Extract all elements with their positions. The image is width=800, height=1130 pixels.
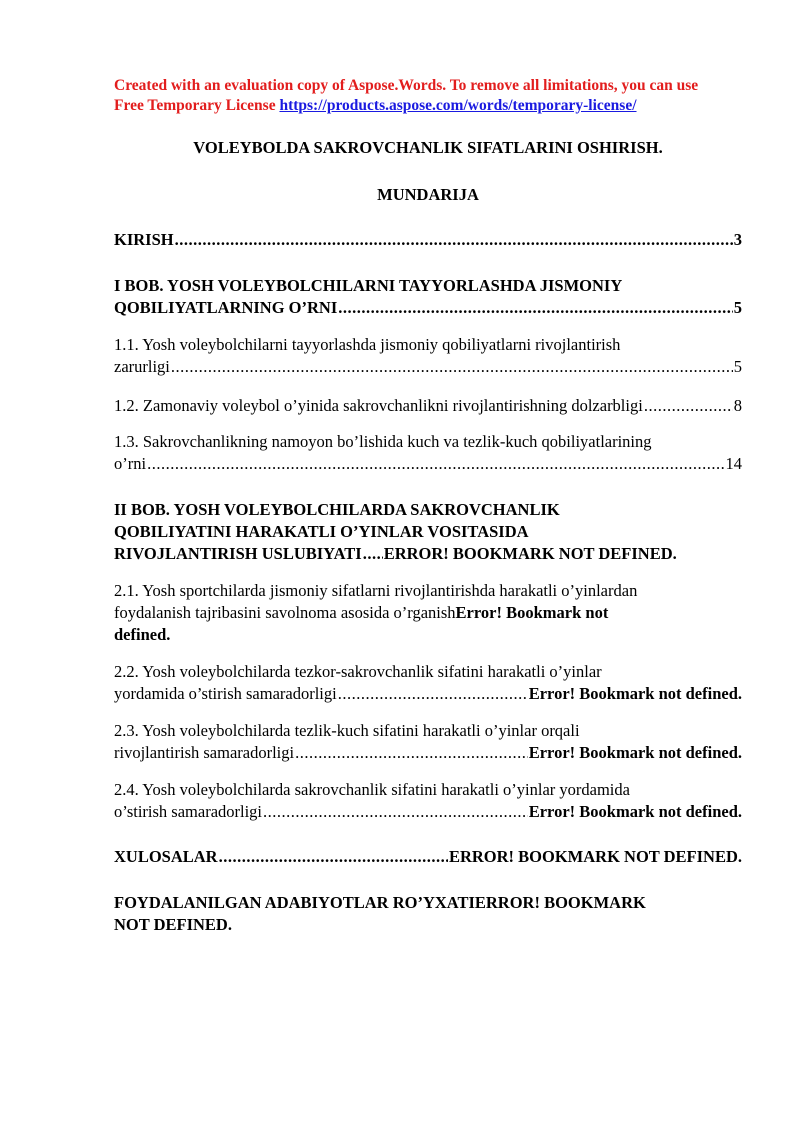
- toc-entry-text-line: 1.3. Sakrovchanlikning namoyon bo’lishida kuch va tezlik-kuch qobiliyatlarining: [114, 432, 652, 451]
- toc-entry-text: QOBILIYATLARNING O’RNI: [114, 298, 338, 317]
- watermark-line-2: [114, 96, 744, 116]
- dot-leader: [147, 453, 724, 475]
- toc-entry-text: 1.2. Zamonaviy voleybol o’yinida sakrovchanlikni rivojlantirishning dolzarbligi: [114, 396, 643, 415]
- toc-entry-text: zarurligi: [114, 357, 170, 376]
- dot-leader: [263, 801, 528, 823]
- toc-page-number: 3: [733, 230, 742, 249]
- toc-page-number: 14: [725, 454, 742, 473]
- toc-entry-text: yordamida o’stirish samaradorligi: [114, 684, 337, 703]
- bookmark-error-text-cont: defined.: [114, 625, 171, 644]
- toc-entry-text-line: 2.1. Yosh sportchilarda jismoniy sifatlarni rivojlantirishda harakatli o’yinlardan: [114, 581, 638, 600]
- toc-entry-text-line: 2.4. Yosh voleybolchilarda sakrovchanlik sifatini harakatli o’yinlar yordamida: [114, 780, 630, 799]
- dot-leader: [219, 846, 448, 868]
- toc-page-number: 8: [733, 396, 742, 415]
- toc-entry-text-line: FOYDALANILGAN ADABIYOTLAR RO’YXATIERROR! BOOKMARK: [114, 893, 646, 912]
- dot-leader: [171, 356, 733, 378]
- toc-entry-text-line: I BOB. YOSH VOLEYBOLCHILARNI TAYYORLASHDA JISMONIY: [114, 276, 623, 295]
- dot-leader: [295, 742, 528, 764]
- toc-entry-text-line: 1.1. Yosh voleybolchilarni tayyorlashda jismoniy qobiliyatlarni rivojlantirish: [114, 335, 621, 354]
- toc-entry-text-line: 2.3. Yosh voleybolchilarda tezlik-kuch sifatini harakatli o’yinlar orqali: [114, 721, 580, 740]
- toc-entry-2-3[interactable]: [114, 720, 742, 764]
- toc-entry-1-3[interactable]: [114, 431, 742, 475]
- toc-entry-text: o’rni: [114, 454, 147, 473]
- toc-entry-kirish[interactable]: [114, 229, 742, 251]
- watermark-license-text: Free Temporary License: [114, 97, 280, 114]
- bookmark-error-text: Error! Bookmark not defined.: [528, 743, 742, 762]
- toc-entry-xulosalar[interactable]: [114, 846, 742, 868]
- toc-entry-text-line: QOBILIYATINI HARAKATLI O’YINLAR VOSITASIDA: [114, 522, 529, 541]
- dot-leader: [644, 395, 733, 417]
- toc-entry-text: foydalanish tajribasini savolnoma asosida o’rganish: [114, 603, 456, 622]
- toc-entry-adabiyotlar[interactable]: [114, 892, 742, 936]
- dot-leader: [338, 683, 528, 705]
- dot-leader: [175, 229, 733, 251]
- toc-page-number: ERROR! BOOKMARK NOT DEFINED.: [448, 847, 742, 866]
- toc-entry-1-2[interactable]: [114, 395, 742, 417]
- dot-leader: [363, 543, 383, 565]
- toc-entry-text: KIRISH: [114, 230, 174, 249]
- toc-entry-text-line: II BOB. YOSH VOLEYBOLCHILARDA SAKROVCHANLIK: [114, 500, 560, 519]
- toc-entry-text-line: 2.2. Yosh voleybolchilarda tezkor-sakrovchanlik sifatini harakatli o’yinlar: [114, 662, 602, 681]
- contents-heading: MUNDARIJA: [377, 185, 479, 204]
- toc-page-number: 5: [733, 357, 742, 376]
- toc-entry-1-1[interactable]: [114, 334, 742, 378]
- toc-entry-text: o’stirish samaradorligi: [114, 802, 263, 821]
- toc-page-number: ERROR! BOOKMARK NOT DEFINED.: [383, 544, 677, 563]
- temporary-license-link[interactable]: https://products.aspose.com/words/temporary-license/: [279, 97, 637, 114]
- toc-entry-text: RIVOJLANTIRISH USLUBIYATI: [114, 544, 362, 563]
- bookmark-error-text: Error! Bookmark not: [455, 603, 609, 622]
- bookmark-error-text: Error! Bookmark not defined.: [528, 684, 742, 703]
- toc-entry-chapter-2[interactable]: [114, 499, 742, 565]
- toc-entry-chapter-1[interactable]: [114, 275, 742, 319]
- toc-entry-text-line: NOT DEFINED.: [114, 915, 232, 934]
- dot-leader: [338, 297, 733, 319]
- evaluation-watermark: [114, 76, 744, 116]
- toc-entry-2-1[interactable]: [114, 580, 742, 646]
- toc-entry-text: XULOSALAR: [114, 847, 218, 866]
- toc-entry-text: rivojlantirish samaradorligi: [114, 743, 295, 762]
- watermark-line-1: Created with an evaluation copy of Aspose.Words. To remove all limitations, you can use: [114, 77, 699, 94]
- toc-entry-2-4[interactable]: [114, 779, 742, 823]
- bookmark-error-text: Error! Bookmark not defined.: [528, 802, 742, 821]
- toc-entry-2-2[interactable]: [114, 661, 742, 705]
- document-title: VOLEYBOLDA SAKROVCHANLIK SIFATLARINI OSHIRISH.: [193, 138, 663, 157]
- toc-page-number: 5: [733, 298, 742, 317]
